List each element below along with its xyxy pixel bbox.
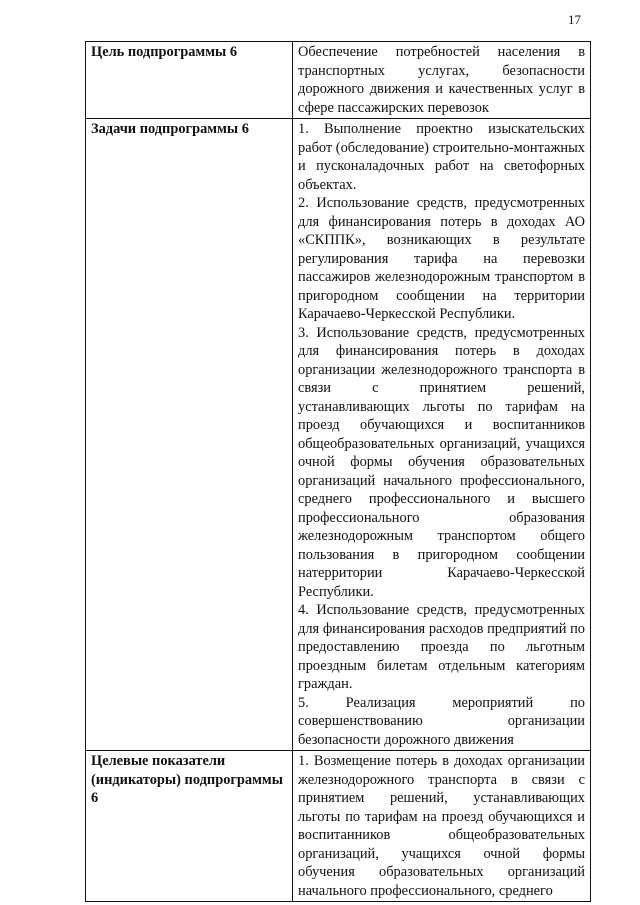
task-paragraph-3: 3. Использование средств, предусмотренных для финансирования потерь в доходах организации железнодорожного транспорта в связи с принятием решений, устанавливающих льготы по тарифам на проезд обучающихся и воспитанников общеобразовательных организаций, учащихся очной формы обучения образовательных организаций начального профессионального, среднего профессионального и высшего профессионального образования железнодорожным транспортом общего пользования в пригородном сообщении натерритории Карачаево-Черкесской Республики. [298, 324, 585, 600]
goal-paragraph: Обеспечение потребностей населения в транспортных услугах, безопасности дорожного движения и качественных услуг в сфере пассажирских перевозок [298, 44, 585, 116]
row-label-indicators: Целевые показатели (индикаторы) подпрограммы 6 [86, 751, 293, 902]
task-paragraph-4: 4. Использование средств, предусмотренных для финансирования расходов предприятий по предоставлению проезда по льготным проездным билетам отдельным категориям граждан. [298, 602, 585, 692]
task-paragraph-5: 5. Реализация мероприятий по совершенствованию организации безопасности дорожного движения [298, 694, 585, 748]
row-label-tasks: Задачи подпрограммы 6 [86, 119, 293, 751]
table-row-indicators [86, 751, 591, 902]
task-paragraph-2: 2. Использование средств, предусмотренных для финансирования потерь в доходах АО «СКППК», возникающих в результате регулирования тарифа на перевозки пассажиров железнодорожным транспортом в пригородном сообщении на территории Карачаево-Черкесской Республики. [298, 195, 585, 322]
row-value-goal [293, 42, 591, 119]
table-row-tasks [86, 119, 591, 751]
subprogram-table [85, 41, 591, 902]
row-value-indicators [293, 751, 591, 902]
row-label-goal: Цель подпрограммы 6 [86, 42, 293, 119]
table-row-goal [86, 42, 591, 119]
row-value-tasks [293, 119, 591, 751]
task-paragraph-1: 1. Выполнение проектно изыскательских работ (обследование) строительно-монтажных и пусконаладочных работ на светофорных объектах. [298, 121, 585, 193]
indicator-paragraph-1: 1. Возмещение потерь в доходах организации железнодорожного транспорта в связи с принятием решений, устанавливающих льготы по тарифам на проезд обучающихся и воспитанников общеобразовательных организаций, учащихся очной формы обучения образовательных организаций начального профессионального, среднего [298, 753, 585, 899]
page-number: 17 [568, 12, 581, 27]
